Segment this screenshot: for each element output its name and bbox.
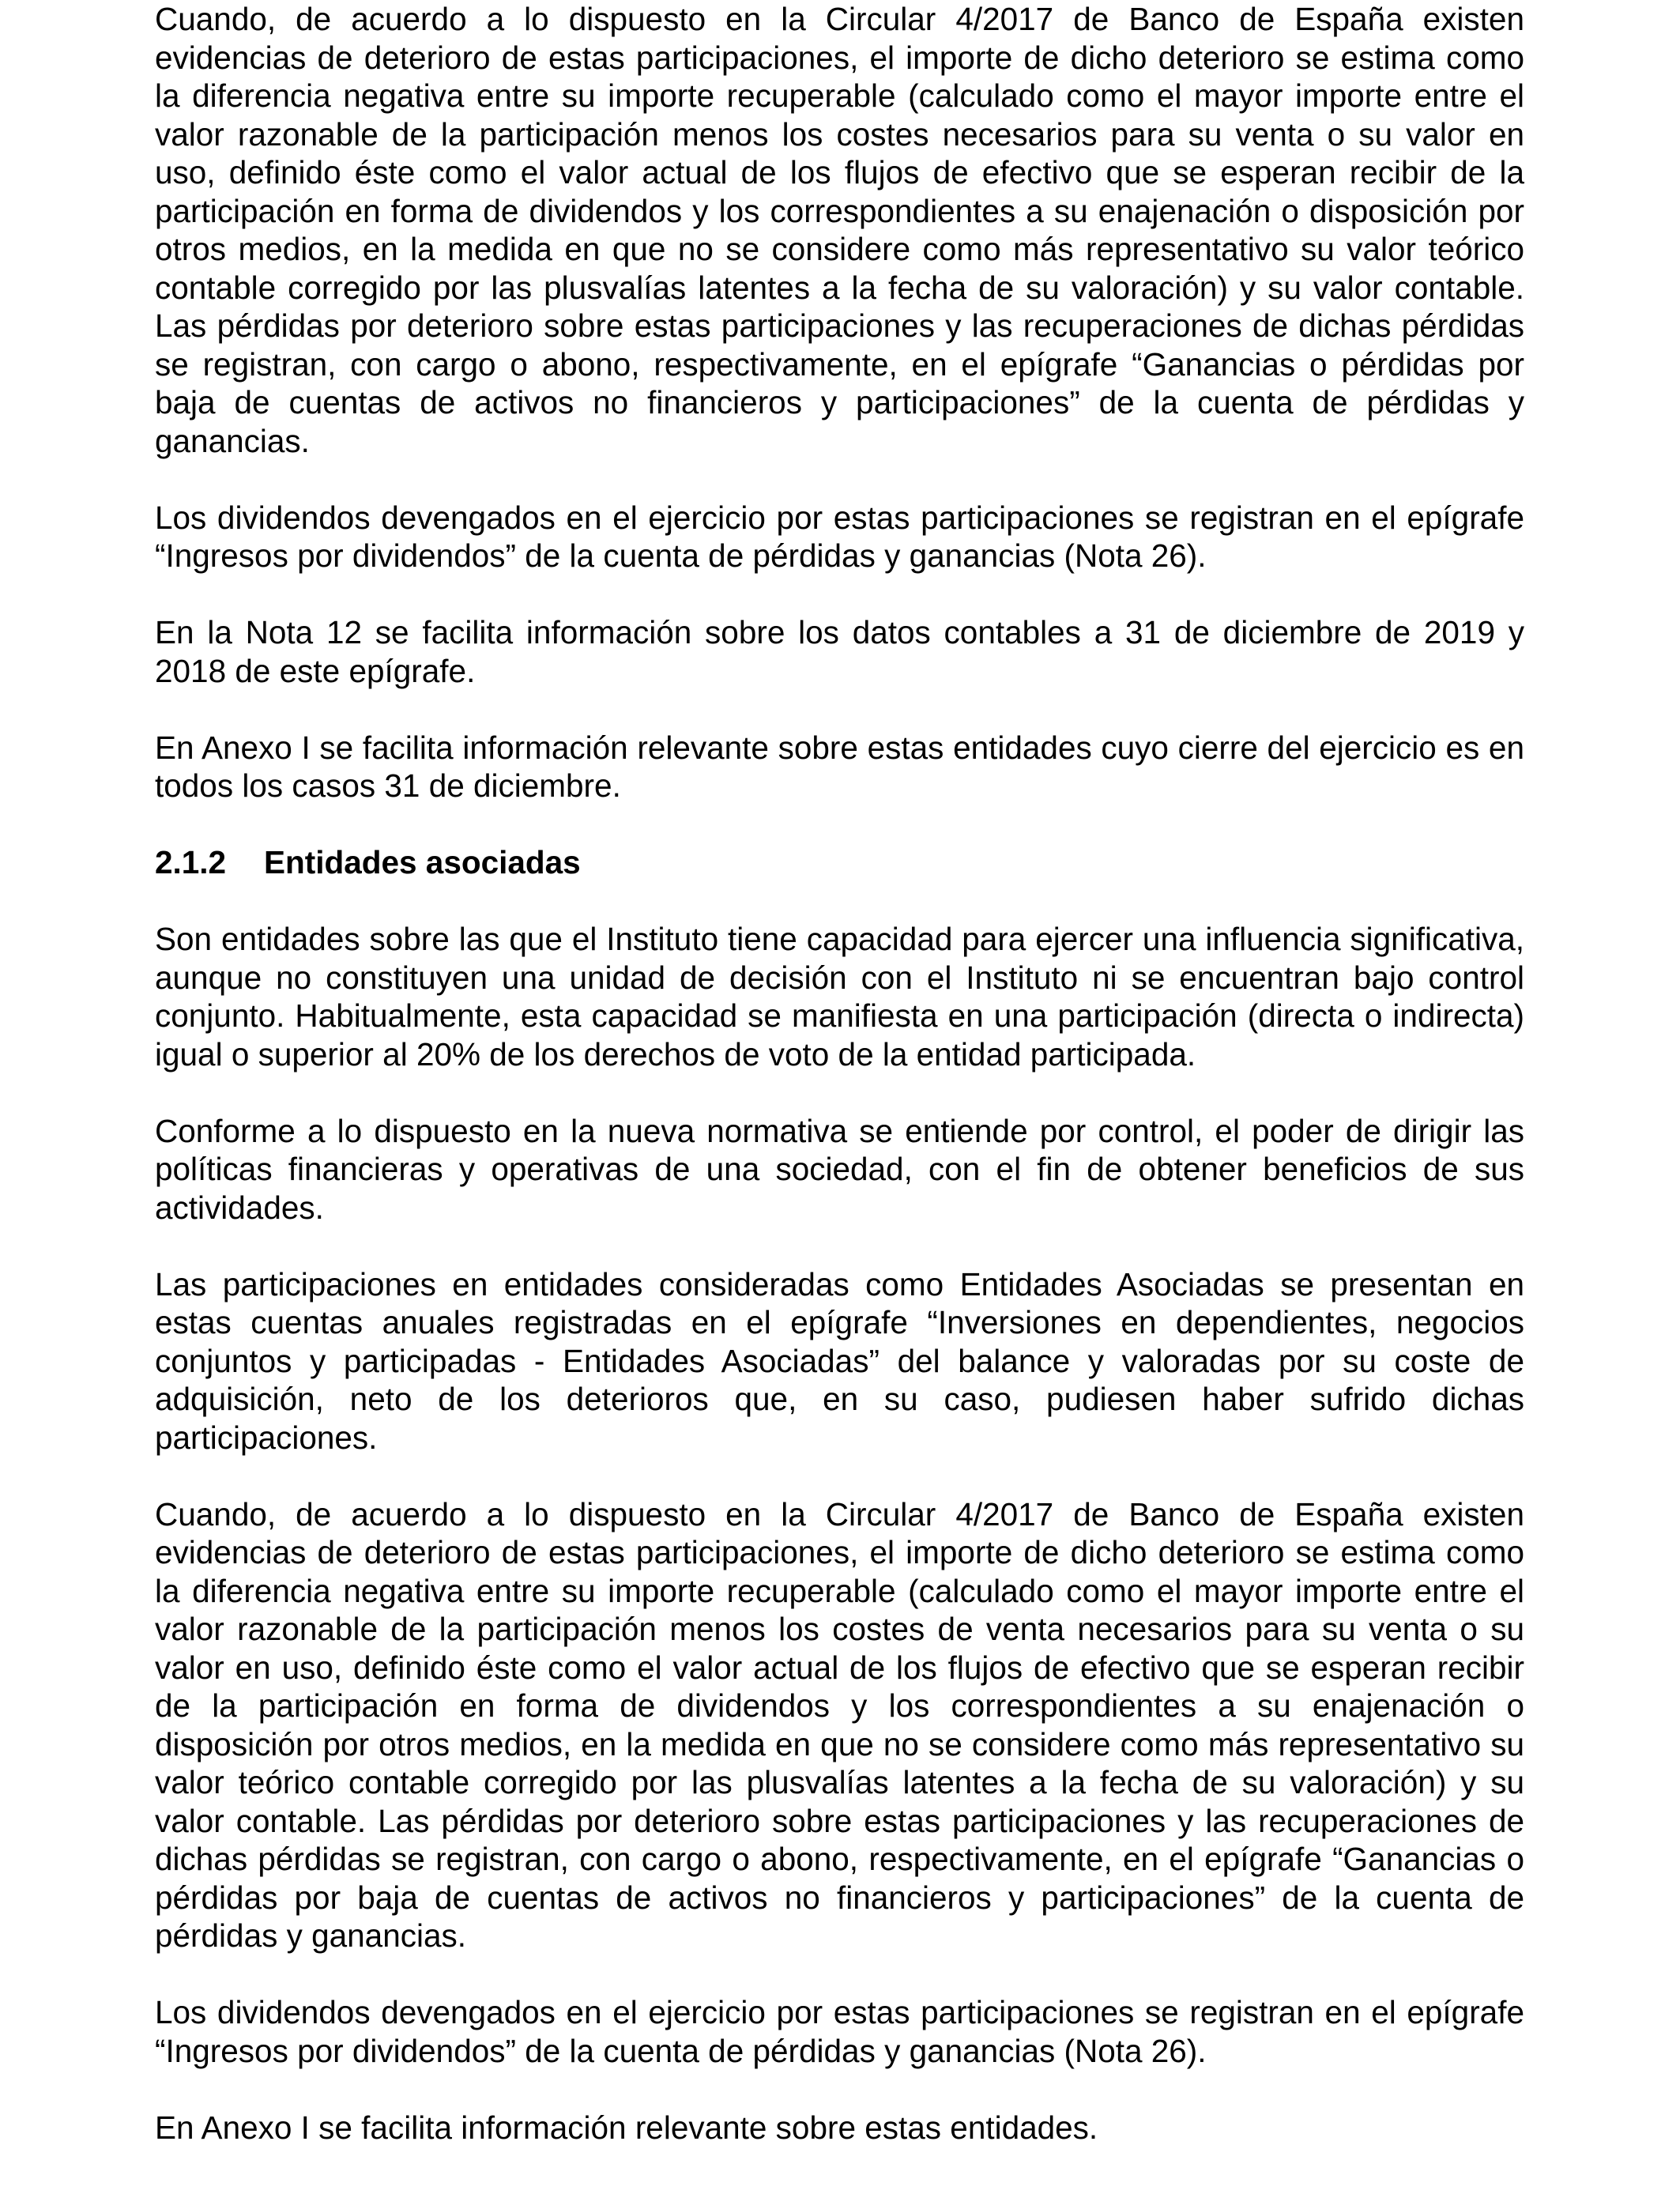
paragraph-anexo-asociadas: En Anexo I se facilita información relevante sobre estas entidades. [155, 2109, 1098, 2146]
document-page [155, 0, 1524, 2147]
paragraph-deterioro-dependientes: Cuando, de acuerdo a lo dispuesto en la Circular 4/2017 de Banco de España existen evidencias de deterioro de estas participaciones, el importe de dicho deterioro se estima como la diferencia negativa entre su importe recuperable (calculado como el mayor importe entre el valor razonable de la participación menos los costes necesarios para su venta o su valor en uso, definido éste como el valor actual de los flujos de efectivo que se esperan recibir de la participación en forma de dividendos y los correspondientes a su enajenación o disposición por otros medios, en la medida en que no se considere como más representativo su valor teórico contable corregido por las plusvalías latentes a la fecha de su valoración) y su valor contable. Las pérdidas por deterioro sobre estas participaciones y las recuperaciones de dichas pérdidas se registran, con cargo o abono, respectivamente, en el epígrafe “Ganancias o pérdidas por baja de cuentas de activos no financieros y participaciones” de la cuenta de pérdidas y ganancias. [155, 1, 1524, 459]
section-title: Entidades asociadas [264, 844, 581, 880]
paragraph-definicion-asociadas: Son entidades sobre las que el Instituto tiene capacidad para ejercer una influencia significativa, aunque no constituyen una unidad de decisión con el Instituto ni se encuentran bajo control conjunto. Habitualmente, esta capacidad se manifiesta en una participación (directa o indirecta) igual o superior al 20% de los derechos de voto de la entidad participada. [155, 921, 1524, 1072]
section-heading [155, 843, 1524, 882]
paragraph-nota-12: En la Nota 12 se facilita información sobre los datos contables a 31 de diciembre de 2019 y 2018 de este epígrafe. [155, 614, 1524, 689]
paragraph-dividendos-asociadas: Los dividendos devengados en el ejercicio por estas participaciones se registran en el epígrafe “Ingresos por dividendos” de la cuenta de pérdidas y ganancias (Nota 26). [155, 1994, 1524, 2069]
paragraph-control: Conforme a lo dispuesto en la nueva normativa se entiende por control, el poder de dirigir las políticas financieras y operativas de una sociedad, con el fin de obtener beneficios de sus actividades. [155, 1112, 1524, 1226]
section-number: 2.1.2 [155, 844, 227, 880]
paragraph-deterioro-asociadas: Cuando, de acuerdo a lo dispuesto en la Circular 4/2017 de Banco de España existen evidencias de deterioro de estas participaciones, el importe de dicho deterioro se estima como la diferencia negativa entre su importe recuperable (calculado como el mayor importe entre el valor razonable de la participación menos los costes de venta necesarios para su venta o su valor en uso, definido éste como el valor actual de los flujos de efectivo que se esperan recibir de la participación en forma de dividendos y los correspondientes a su enajenación o disposición por otros medios, en la medida en que no se considere como más representativo su valor teórico contable corregido por las plusvalías latentes a la fecha de su valoración) y su valor contable. Las pérdidas por deterioro sobre estas participaciones y las recuperaciones de dichas pérdidas se registran, con cargo o abono, respectivamente, en el epígrafe “Ganancias o pérdidas por baja de cuentas de activos no financieros y participaciones” de la cuenta de pérdidas y ganancias. [155, 1495, 1524, 1954]
paragraph-presentacion-asociadas: Las participaciones en entidades consideradas como Entidades Asociadas se presentan en estas cuentas anuales registradas en el epígrafe “Inversiones en dependientes, negocios conjuntos y participadas - Entidades Asociadas” del balance y valoradas por su coste de adquisición, neto de los deterioros que, en su caso, pudiesen haber sufrido dichas participaciones. [155, 1265, 1524, 1456]
paragraph-anexo-dependientes: En Anexo I se facilita información relevante sobre estas entidades cuyo cierre del ejercicio es en todos los casos 31 de diciembre. [155, 729, 1524, 804]
paragraph-dividendos-dependientes: Los dividendos devengados en el ejercicio por estas participaciones se registran en el epígrafe “Ingresos por dividendos” de la cuenta de pérdidas y ganancias (Nota 26). [155, 499, 1524, 574]
